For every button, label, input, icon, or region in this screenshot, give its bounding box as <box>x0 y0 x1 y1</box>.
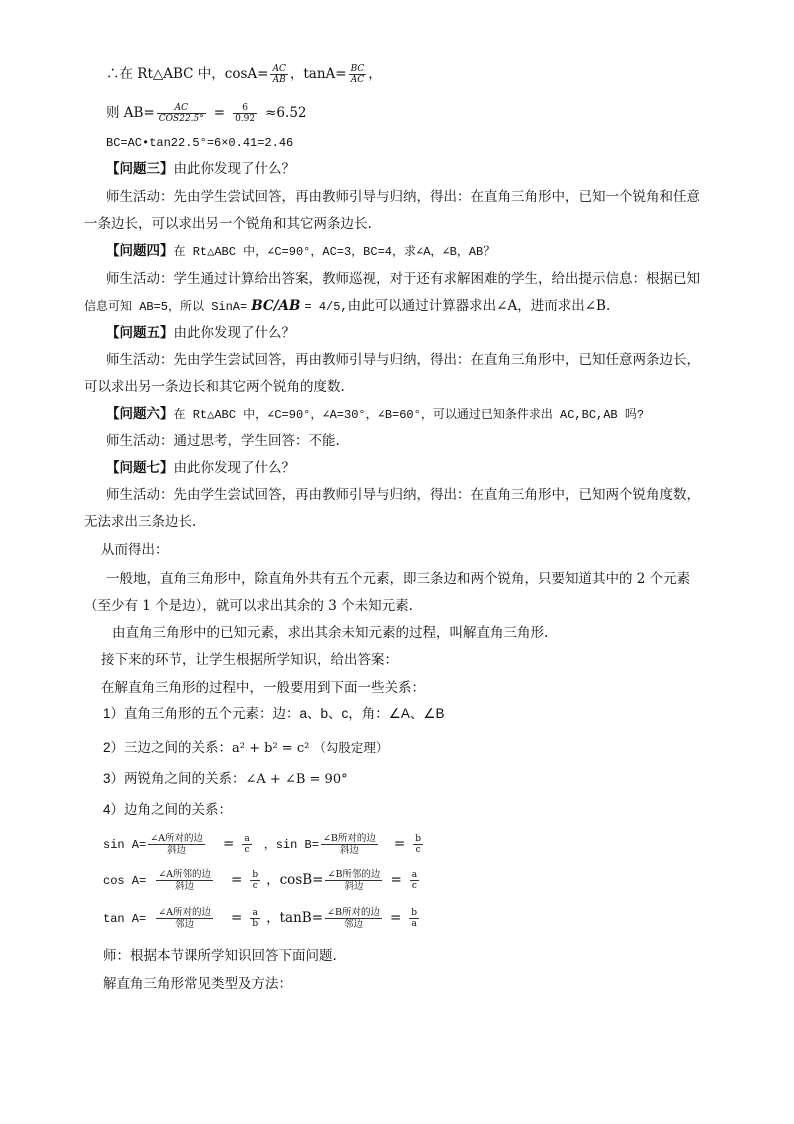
numerator: a <box>244 834 250 844</box>
denominator: c <box>411 881 417 891</box>
paragraph: 师生活动：先由学生尝试回答，再由教师引导与归纳，得出：在直角三角形中，已知两个锐角度数， <box>106 487 700 503</box>
paragraph: 无法求出三条边长. <box>84 514 197 530</box>
question-5 <box>106 324 295 342</box>
fraction <box>156 907 213 930</box>
paragraph: 一条边长，可以求出另一个锐角和其它两条边长. <box>84 216 372 232</box>
denominator: AC <box>350 75 365 85</box>
fraction <box>349 64 367 85</box>
question-3 <box>106 160 295 178</box>
denominator: c <box>244 845 250 855</box>
fraction <box>413 834 423 855</box>
fraction <box>270 64 287 85</box>
paragraph: 师生活动：先由学生尝试回答，再由教师引导与归纳，得出：在直角三角形中，已知任意两条边长， <box>106 352 700 368</box>
denominator: 邻边 <box>175 919 195 930</box>
question-tag: 【问题四】 <box>106 243 174 259</box>
text-segment: 3）两锐角之间的关系： <box>103 771 246 786</box>
denominator: c <box>252 881 258 891</box>
equals-sign: = <box>231 872 243 888</box>
fraction <box>410 870 419 891</box>
equals-sign: = <box>223 836 235 852</box>
paragraph: 师：根据本节课所学知识回答下面问题. <box>103 948 337 964</box>
question-text: 在 Rt△ABC 中，∠C=90°，AC=3，BC=4，求∠A，∠B，AB？ <box>173 245 496 259</box>
numerator: b <box>252 870 259 880</box>
question-tag: 【问题三】 <box>106 161 174 177</box>
text-segment: 由此可以通过计算器求出∠A，进而求出∠B. <box>347 298 611 314</box>
fraction <box>409 908 419 929</box>
text-segment: ≈6.52 <box>265 105 307 121</box>
question-4 <box>106 242 495 261</box>
denominator: a <box>411 919 417 929</box>
label: cos A= <box>103 874 147 888</box>
fraction <box>242 834 251 855</box>
numerator: ∠A所对的边 <box>150 833 204 844</box>
denominator: 斜边 <box>167 845 187 856</box>
numerator: AC <box>157 103 206 114</box>
numerator: AC <box>272 64 286 74</box>
fraction <box>148 833 205 856</box>
text-segment: ∴在 Rt△ABC 中，cosA= <box>106 66 269 82</box>
question-text: 由此你发现了什么？ <box>173 325 295 341</box>
cos-row <box>103 869 421 892</box>
equals-sign: = <box>389 910 402 926</box>
paragraph: 可以求出另一条边长和其它两个锐角的度数. <box>84 379 345 395</box>
denominator: b <box>252 919 259 929</box>
numerator: ∠A所邻的边 <box>158 869 212 880</box>
relation-3 <box>103 770 348 789</box>
text-segment: 则 AB= <box>106 105 155 121</box>
denominator: 邻边 <box>344 919 364 930</box>
relation-2 <box>103 739 388 758</box>
fraction <box>321 833 378 856</box>
text-segment: = 4/5, <box>304 300 348 314</box>
equals-sign: = <box>393 836 406 852</box>
fraction <box>250 908 260 929</box>
label: ，cosB= <box>266 872 324 888</box>
paragraph: 师生活动：通过思考，学生回答：不能. <box>106 433 340 449</box>
paragraph: 解直角三角形常见类型及方法： <box>103 976 292 992</box>
equals-sign: = <box>213 105 226 121</box>
paragraph: 师生活动：学生通过计算给出答案，教师巡视，对于还有求解困难的学生，给出提示信息：根据已知 <box>106 271 700 287</box>
paragraph: 师生活动：先由学生尝试回答，再由教师引导与归纳，得出：在直角三角形中，已知一个锐角和任意 <box>106 189 700 205</box>
sin-row <box>103 833 425 856</box>
label: sin A= <box>103 838 147 852</box>
denominator: 0.92 <box>235 114 256 124</box>
text-segment: BC/AB <box>251 298 301 314</box>
numerator: ∠B所对的边 <box>322 833 376 844</box>
text-segment: 信息可知 AB=5，所以 SinA= <box>84 300 248 314</box>
numerator: ∠A所对的边 <box>158 907 212 918</box>
equals-sign: = <box>231 910 243 926</box>
denominator: 斜边 <box>344 881 364 892</box>
text-segment: （勾股定理） <box>313 741 389 755</box>
question-7 <box>106 459 295 477</box>
denominator: c <box>415 845 421 855</box>
denominator: AB <box>272 75 286 85</box>
question-6 <box>106 405 644 424</box>
fraction <box>250 870 260 891</box>
numerator: 6 <box>233 103 257 114</box>
paragraph: 从而得出： <box>101 542 169 558</box>
equals-sign: = <box>390 872 402 888</box>
question-tag: 【问题七】 <box>106 460 174 476</box>
tan-row <box>103 907 421 930</box>
numerator: ∠B所对的边 <box>327 907 380 918</box>
numerator: a <box>250 908 260 919</box>
relation-1: 1）直角三角形的五个元素：边：a、b、c，角：∠A、∠B <box>103 706 445 721</box>
question-tag: 【问题六】 <box>106 406 174 422</box>
numerator: ∠B所邻的边 <box>327 869 381 880</box>
numerator: b <box>411 908 418 918</box>
pythagorean-formula: a² + b² = c² <box>232 741 310 756</box>
paragraph: （至少有 1 个是边），就可以求出其余的 3 个未知元素. <box>84 598 413 614</box>
question-text: 由此你发现了什么？ <box>173 161 295 177</box>
question-text: 在 Rt△ABC 中，∠C=90°，∠A=30°，∠B=60°，可以通过已知条件求出 AC,BC,AB 吗? <box>173 408 645 422</box>
fraction <box>325 907 382 930</box>
relation-4: 4）边角之间的关系： <box>103 802 233 817</box>
fraction <box>156 869 213 892</box>
question-tag: 【问题五】 <box>106 325 174 341</box>
label: tan A= <box>103 912 147 926</box>
text-segment: ， <box>368 66 382 82</box>
paragraph: 接下来的环节，让学生根据所学知识，给出答案： <box>101 652 398 668</box>
denominator: 斜边 <box>339 845 359 856</box>
label: ，sin B= <box>263 838 319 852</box>
question-text: 由此你发现了什么？ <box>173 460 295 476</box>
denominator: 斜边 <box>175 881 195 892</box>
paragraph: 一般地，直角三角形中，除直角外共有五个元素，即三条边和两个锐角，只要知道其中的 2 个元素 <box>106 571 691 587</box>
text-segment: 2）三边之间的关系： <box>103 740 233 755</box>
angle-sum-formula: ∠A + ∠B = 90° <box>245 772 348 787</box>
bc-line: BC=AC•tan22.5°=6×0.41=2.46 <box>106 136 294 150</box>
numerator: a <box>411 870 418 880</box>
ab-line <box>106 103 307 124</box>
paragraph: 由直角三角形中的已知元素，求出其余未知元素的过程，叫解直角三角形. <box>112 625 549 641</box>
label: ，tanB= <box>266 910 324 926</box>
fraction <box>157 103 206 124</box>
paragraph: 在解直角三角形的过程中，一般要用到下面一些关系： <box>101 680 425 696</box>
fraction <box>233 103 257 124</box>
numerator: b <box>415 834 421 844</box>
cos-tan-line <box>106 64 382 85</box>
denominator: COS22.5° <box>158 114 204 124</box>
paragraph <box>84 297 610 316</box>
numerator: BC <box>350 64 365 74</box>
text-segment: ，tanA= <box>289 66 347 82</box>
fraction <box>325 869 382 892</box>
